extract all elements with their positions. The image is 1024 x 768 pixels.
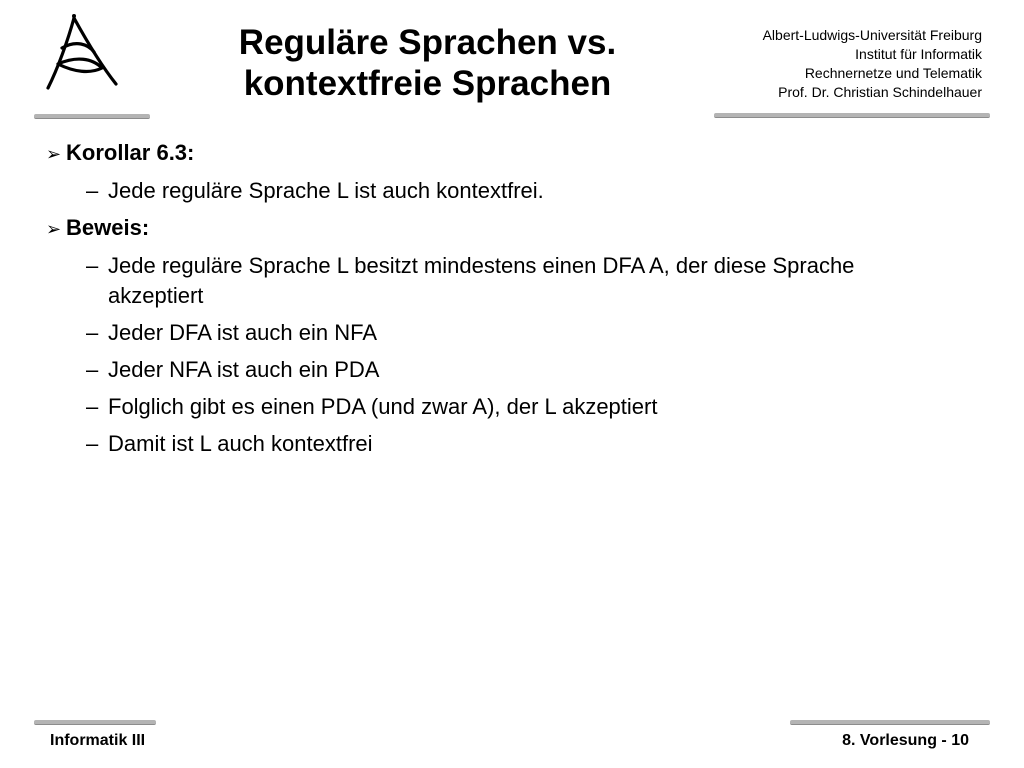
institution-line-professor: Prof. Dr. Christian Schindelhauer <box>778 84 982 100</box>
dash-marker: – <box>86 431 99 456</box>
list-item-text: Jeder NFA ist auch ein PDA <box>108 357 380 382</box>
arrow-bullet-icon: ➢ <box>46 144 62 164</box>
dash-marker: – <box>86 357 99 382</box>
section-heading-beweis <box>46 213 926 244</box>
institution-block <box>763 26 982 102</box>
list-item <box>46 318 926 348</box>
section-heading-text: Korollar 6.3: <box>66 140 195 165</box>
section-heading-text: Beweis: <box>66 215 150 240</box>
institution-line-group: Rechnernetze und Telematik <box>804 65 982 81</box>
list-item <box>46 355 926 385</box>
header-divider-left <box>34 114 150 119</box>
header-divider-right <box>714 113 990 118</box>
dash-marker: – <box>86 394 99 419</box>
footer-lecture-page: 8. Vorlesung - 10 <box>842 732 969 749</box>
list-item-text: Damit ist L auch kontextfrei <box>108 431 373 456</box>
university-logo-icon <box>30 12 130 100</box>
section-heading-korollar <box>46 138 926 169</box>
dash-marker: – <box>86 178 99 203</box>
list-item-text: Jede reguläre Sprache L ist auch kontextfrei. <box>108 178 544 203</box>
list-item-text: Jede reguläre Sprache L besitzt mindestens einen DFA A, der diese Sprache akzeptiert <box>108 253 855 308</box>
list-item <box>46 251 926 311</box>
slide-title <box>160 22 695 104</box>
dash-marker: – <box>86 320 99 345</box>
slide-title-line2: kontextfreie Sprachen <box>243 64 612 103</box>
institution-line-university: Albert-Ludwigs-Universität Freiburg <box>762 27 982 43</box>
list-item-text: Folglich gibt es einen PDA (und zwar A), der L akzeptiert <box>108 394 658 419</box>
slide-content <box>46 138 926 459</box>
dash-marker: – <box>86 253 99 278</box>
list-item <box>46 429 926 459</box>
list-item <box>46 392 926 422</box>
list-item-text: Jeder DFA ist auch ein NFA <box>108 320 378 345</box>
footer-divider-left <box>34 720 156 725</box>
slide-title-line1: Reguläre Sprachen vs. <box>238 23 617 62</box>
footer-divider-right <box>790 720 990 725</box>
footer-course-name: Informatik III <box>50 732 146 749</box>
arrow-bullet-icon: ➢ <box>46 219 62 239</box>
list-item <box>46 176 926 206</box>
institution-line-institute: Institut für Informatik <box>855 46 982 62</box>
